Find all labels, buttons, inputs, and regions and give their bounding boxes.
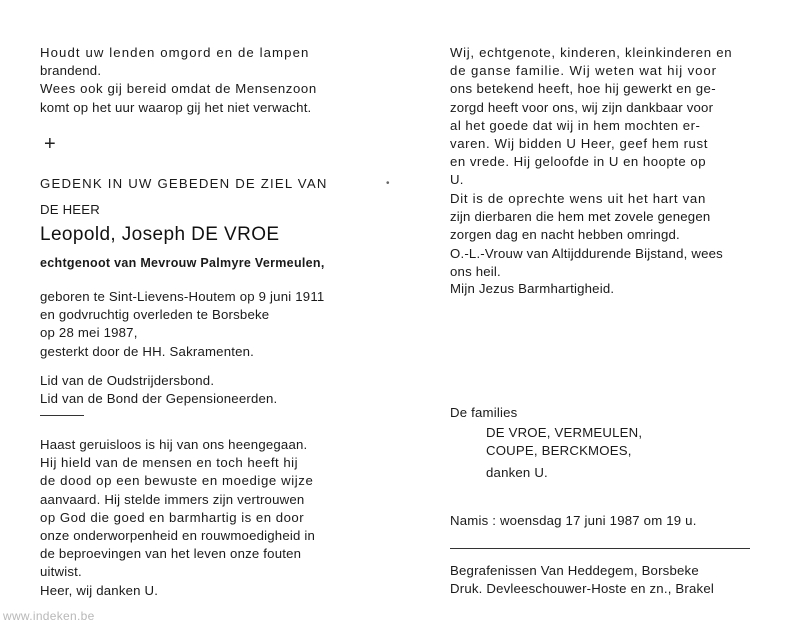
- membership-line: Lid van de Bond der Gepensioneerden.: [40, 391, 278, 407]
- family-name-line: DE VROE, VERMEULEN,: [486, 425, 643, 440]
- intro-line: DE HEER: [40, 202, 101, 217]
- intro: [40, 171, 328, 223]
- wish-line: Dit is de oprechte wens uit het hart van: [450, 191, 706, 206]
- verse-line: brandend.: [40, 63, 102, 79]
- tribute-line: onze onderworpenheid en rouwmoedigheid in: [40, 528, 316, 544]
- tribute-line: Haast geruisloos is hij van ons heengegaan.: [40, 437, 308, 452]
- printer-line: Druk. Devleeschouwer-Hoste en zn., Brakel: [450, 581, 714, 597]
- printer-line: Begrafenissen Van Heddegem, Borsbeke: [450, 563, 699, 578]
- family-line: zorgd heeft voor ons, wij zijn dankbaar voor: [450, 99, 714, 115]
- birth-line: gesterkt door de HH. Sakramenten.: [40, 343, 255, 359]
- membership-line: Lid van de Oudstrijdersbond.: [40, 373, 215, 388]
- family-line: Wij, echtgenote, kinderen, kleinkinderen en: [450, 45, 733, 60]
- family-text: [450, 44, 732, 190]
- birth-line: op 28 mei 1987,: [40, 325, 138, 341]
- tribute-line: Hij hield van de mensen en toch heeft hij: [40, 455, 299, 471]
- family-line: de ganse familie. Wij weten wat hij voor: [450, 63, 717, 79]
- tribute-line: aanvaard. Hij stelde immers zijn vertrouwen: [40, 491, 305, 507]
- prayer: Mijn Jezus Barmhartigheid.: [450, 281, 615, 296]
- divider: [40, 415, 84, 416]
- tribute-line: de beproevingen van het leven onze fouten: [40, 546, 302, 562]
- speck: •: [386, 178, 390, 189]
- tribute: [40, 436, 315, 582]
- intro-line: GEDENK IN UW GEBEDEN DE ZIEL VAN: [40, 176, 328, 191]
- families-thanks: danken U.: [486, 465, 548, 481]
- family-name-line: COUPE, BERCKMOES,: [486, 443, 632, 459]
- wish-line: O.-L.-Vrouw van Altijddurende Bijstand, wees: [450, 245, 723, 261]
- wish-line: ons heil.: [450, 263, 501, 279]
- birth-death: [40, 288, 324, 361]
- tribute-line: uitwist.: [40, 564, 82, 580]
- family-line: varen. Wij bidden U Heer, geef hem rust: [450, 136, 708, 152]
- printer-info: [450, 562, 714, 598]
- families-names: [486, 424, 642, 483]
- wish-line: zijn dierbaren die hem met zovele genegen: [450, 209, 711, 225]
- family-line: U.: [450, 172, 464, 188]
- deceased-name: Leopold, Joseph DE VROE: [40, 224, 280, 245]
- spouse-line: echtgenoot van Mevrouw Palmyre Vermeulen,: [40, 256, 325, 270]
- cross-icon: +: [44, 133, 56, 155]
- wish-text: [450, 190, 723, 281]
- verse-line: Wees ook gij bereid omdat de Mensenzoon: [40, 81, 317, 97]
- wish-line: zorgen dag en nacht hebben omringd.: [450, 227, 680, 243]
- tribute-line: op God die goed en barmhartig is en door: [40, 509, 305, 525]
- tribute-line: de dood op een bewuste en moedige wijze: [40, 473, 314, 489]
- watermark: www.indeken.be: [3, 609, 95, 623]
- family-line: al het goede dat wij in hem mochten er-: [450, 117, 701, 133]
- verse: [40, 44, 362, 117]
- family-line: ons betekend heeft, hoe hij gewerkt en ge-: [450, 81, 717, 97]
- verse-line: komt op het uur waarop gij het niet verwacht.: [40, 99, 312, 115]
- closing-thanks: Heer, wij danken U.: [40, 583, 159, 598]
- verse-line: Houdt uw lenden omgord en de lampen: [40, 45, 310, 60]
- funeral-date: Namis : woensdag 17 juni 1987 om 19 u.: [450, 513, 697, 528]
- birth-line: en godvruchtig overleden te Borsbeke: [40, 307, 270, 323]
- divider: [450, 548, 750, 549]
- families-label: De families: [450, 405, 518, 420]
- memberships: [40, 372, 277, 408]
- family-line: en vrede. Hij geloofde in U en hoopte op: [450, 154, 707, 170]
- birth-line: geboren te Sint-Lievens-Houtem op 9 juni 1911: [40, 289, 325, 304]
